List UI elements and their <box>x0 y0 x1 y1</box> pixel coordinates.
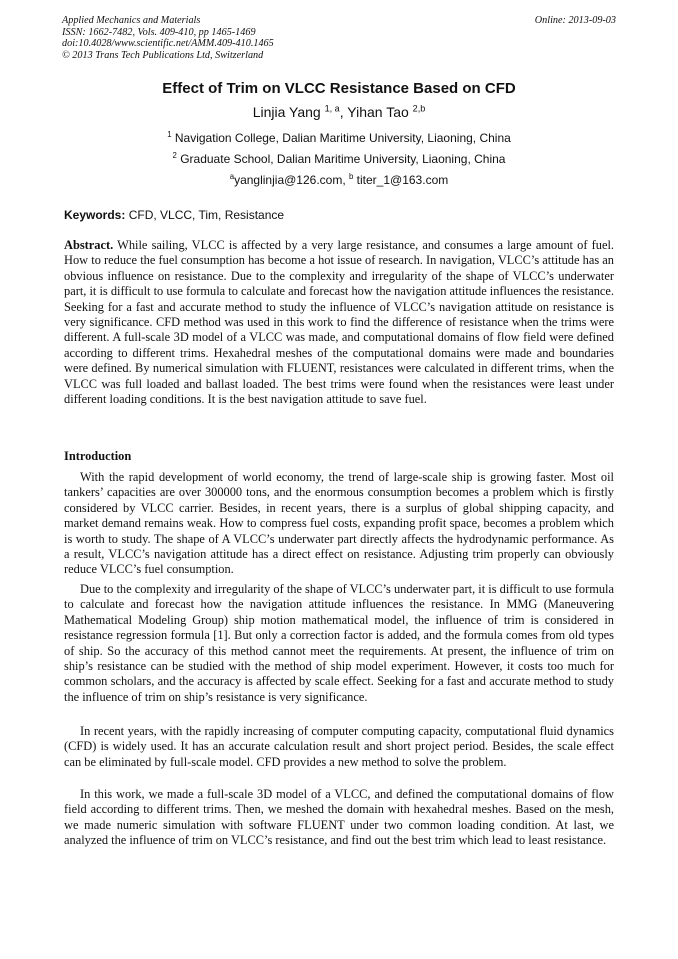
author-line <box>0 104 678 120</box>
email-link[interactable]: titer_1@163.com <box>353 173 449 187</box>
affiliation-1 <box>0 131 678 145</box>
section-heading-introduction: Introduction <box>64 449 132 463</box>
paper-title: Effect of Trim on VLCC Resistance Based on CFD <box>162 80 516 97</box>
keywords <box>64 208 284 222</box>
doi-line: doi:10.4028/www.scientific.net/AMM.409-410.1465 <box>62 38 274 49</box>
abstract-text: While sailing, VLCC is affected by a very large resistance, and consumes a large amount of fuel. How to reduce the fuel consumption has become a hot issue of research. In navigation, VLCC’s attitude has an obvious influence on resistance. Due to the complexity and irregularity of the shape of VLCC’s underwater part, it is difficult to use formula to calculate and forecast how the navigation attitude influences the resistance. Seeking for a fast and accurate method to study the influence of VLCC’s navigation attitude on resistance is very significance. CFD method was used in this work to find the difference of resistance when the trims were different. A full-scale 3D model of a VLCC was made, and computational domains of flow field were defined according to different trims. Hexahedral meshes of the computational domains were made and boundaries were defined. By numerical simulation with FLUENT, resistances were calculated in different trims, when the VLCC was full loaded and ballast loaded. The best trims were found when the resistances were least under different loading conditions. It is the best navigation attitude to save fuel. <box>64 238 614 407</box>
copyright-line: © 2013 Trans Tech Publications Ltd, Switzerland <box>62 49 264 61</box>
email-line <box>0 173 678 187</box>
author-name: Linjia Yang <box>252 104 321 120</box>
author-name: Yihan Tao <box>347 104 409 120</box>
keywords-label: Keywords: <box>64 208 126 222</box>
issn-line: ISSN: 1662-7482, Vols. 409-410, pp 1465-1469 <box>62 26 256 38</box>
body-paragraph: With the rapid development of world economy, the trend of large-scale ship is growing faster. Most oil tankers’ capacities are over 300000 tons, and the enormous consumption becomes a problem which is firstly considered by VLCC carrier. Besides, in recent years, there is a surplus of global shipping capacity, and market demand remains weak. How to compress fuel costs, expanding profit space, becomes a problem which is worth to study. The shape of A VLCC’s underwater part directly affects the hydrodynamic performance. As a result, VLCC’s navigation attitude has a direct effect on resistance. Adjusting trim properly can obviously reduce VLCC’s fuel consumption. <box>64 470 614 577</box>
online-date: Online: 2013-09-03 <box>534 15 616 26</box>
body-paragraph: In recent years, with the rapidly increasing of computer computing capacity, computational fluid dynamics (CFD) is widely used. It has an accurate calculation result and short project period. Besides, the scale effect can be eliminated by full-scale model. CFD provides a new method to solve the problem. <box>64 724 614 769</box>
abstract-paragraph <box>64 238 614 407</box>
author-superscript: 1, a <box>324 103 340 114</box>
email-superscript: a <box>229 172 235 181</box>
keywords-text: CFD, VLCC, Tim, Resistance <box>125 208 285 222</box>
affiliation-superscript: 2 <box>172 151 177 160</box>
email-link[interactable]: yanglinjia@126.com, <box>234 173 349 187</box>
body-paragraph: Due to the complexity and irregularity of the shape of VLCC’s underwater part, it is difficult to use formula to calculate and forecast how the navigation attitude influences the resistance. In MMG (Maneuvering Mathematical Modeling Group) ship motion mathematical model, the influence of trim is considered in resistance regression formula [1]. But only a correction factor is added, and the formula comes from old types of ship. So the accuracy of this method cannot meet the requirements. At present, the influence of trim on ship’s resistance can be studied with the method of ship model experiment. However, it costs too much for common scholars, and the accuracy is affected by scale effect. Seeking for a fast and accurate method to study the influence of trim on ship’s resistance is very significance. <box>64 582 614 704</box>
email-superscript: b <box>349 172 354 181</box>
affiliation-text: Graduate School, Dalian Maritime University, Liaoning, China <box>180 152 506 166</box>
affiliation-superscript: 1 <box>167 130 172 139</box>
affiliation-2 <box>0 152 678 166</box>
journal-header <box>62 15 616 61</box>
journal-name: Applied Mechanics and Materials <box>62 15 201 26</box>
author-separator: , <box>339 104 348 120</box>
author-superscript: 2,b <box>412 103 426 114</box>
affiliation-text: Navigation College, Dalian Maritime University, Liaoning, China <box>174 131 511 145</box>
abstract-label: Abstract. <box>64 238 114 252</box>
body-paragraph: In this work, we made a full-scale 3D model of a VLCC, and defined the computational domains of flow field according to different trims. Then, we meshed the domain with hexahedral meshes. Based on the mesh, we made numeric simulation with software FLUENT under two common loading condition. At last, we analyzed the influence of trim on VLCC’s resistance, and find out the best trim which lead to least resistance. <box>64 787 614 848</box>
